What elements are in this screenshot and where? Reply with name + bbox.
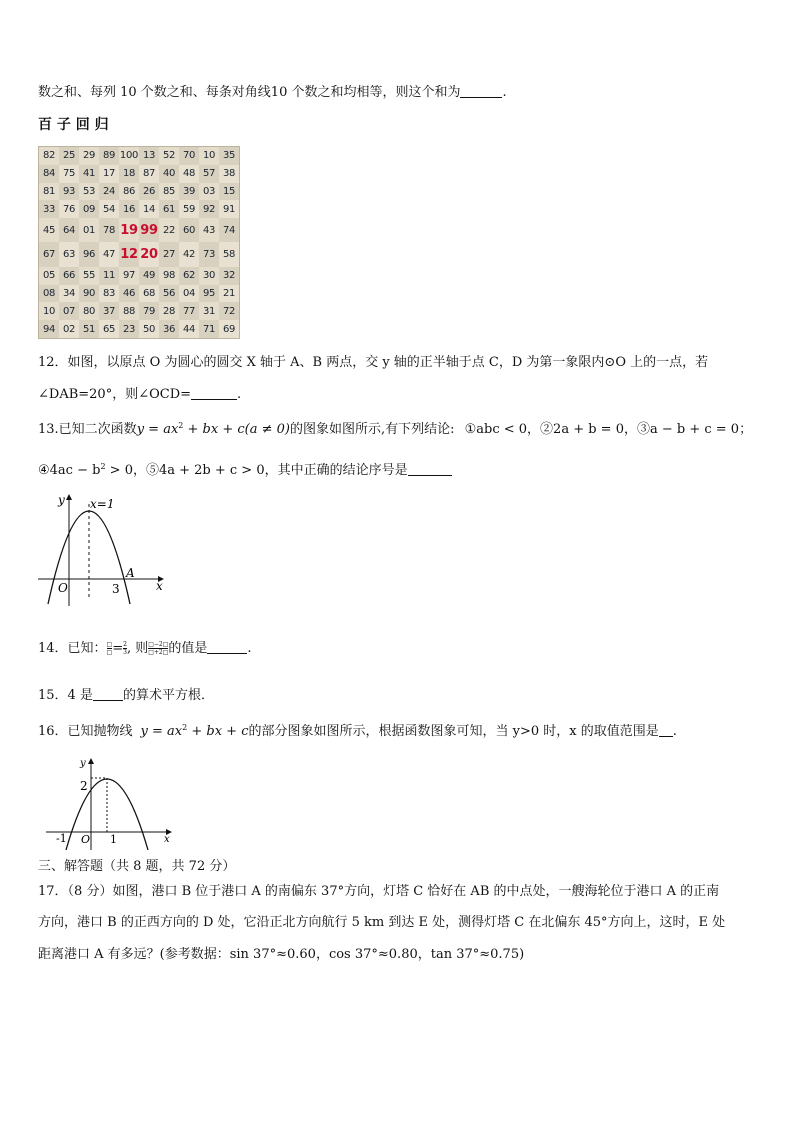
grid-cell: 93 [62,185,76,197]
grid-cell: 62 [182,270,196,282]
q17-line1: 17．（8 分）如图，港口 B 位于港口 A 的南偏东 37°方向，灯塔 C 恰好在 AB 的中点处，一艘海轮位于港口 A 的正南 [38,884,720,899]
grid-cell: 74 [222,224,236,236]
q11-end: . [502,85,507,100]
grid-cell: 03 [199,183,219,201]
grid-cell: 89 [102,150,116,162]
grid-cell: 22 [159,218,179,242]
grid-cell: 76 [59,200,79,218]
grid-cell: 95 [202,287,216,299]
grid-cell: 86 [119,183,139,201]
grid-cell: 98 [159,267,179,285]
q16-y-arrow [88,758,94,764]
q15-line [38,687,214,705]
grid-cell: 71 [202,323,216,335]
q13-axis-label: x=1 [90,497,115,511]
grid-cell: 43 [199,218,219,242]
grid-cell: 49 [142,270,156,282]
q14-end: . [247,641,252,656]
grid-cell: 39 [182,185,196,197]
q14-frac3: $\frac{□-2□}{□+2□}$ [148,641,169,656]
q11-answer-blank[interactable] [460,84,502,98]
grid-cell: 27 [162,249,176,261]
grid-cell: 16 [122,203,136,215]
grid-cell: 94 [42,323,56,335]
grid-cell: 58 [219,242,239,266]
q16-parabola-graph [40,754,178,852]
q16-pre: 16．已知抛物线 [38,724,133,739]
q12-answer-blank[interactable] [191,386,237,400]
grid-cell: 78 [102,224,116,236]
grid-cell: 79 [142,305,156,317]
q13-origin-label: O [58,581,68,595]
q14-frac1: $\frac{□}{□}$ [106,641,113,656]
grid-cell: 70 [182,150,196,162]
grid-cell: 53 [79,183,99,201]
q13-y-label: y [58,493,65,507]
grid-cell: 64 [62,224,76,236]
grid-cell: 100 [119,147,139,165]
grid-cell: 72 [222,305,236,317]
grid-cell: 18 [122,168,136,180]
grid-row [39,218,239,242]
grid-cell: 63 [59,242,79,266]
q13-parabola-graph [36,490,170,608]
grid-cell: 31 [199,302,219,320]
q13-y-arrow [66,494,72,500]
q13-pre: 13.已知二次函数 [38,422,137,437]
grid-cell: 07 [62,305,76,317]
q16-post: 的部分图象如图所示，根据函数图象可知，当 y>0 时，x 的取值范围是 [248,724,659,739]
grid-cell: 66 [62,270,76,282]
grid-cell: 15 [222,185,236,197]
grid-cell: 23 [122,323,136,335]
grid-row [39,267,239,285]
q16-fn: y = ax [140,724,183,739]
grid-cell: 85 [159,183,179,201]
q16-fn2: + bx + c [187,724,249,739]
number-grid-table [39,147,239,338]
grid-cell: 57 [202,168,216,180]
grid-cell: 40 [162,168,176,180]
q13-three-label: 3 [112,582,120,596]
q13-fn-a: y = ax [136,422,179,437]
grid-cell: 30 [199,267,219,285]
q13-c3: ③a − b + c = 0； [636,422,753,437]
grid-cell: 99 [140,222,158,238]
grid-row [39,242,239,266]
q14-eq: = [112,641,124,656]
q13-cond: (a ≠ 0) [244,422,290,437]
q13-c4b: > 0， [105,463,146,478]
grid-cell: 37 [102,305,116,317]
grid-cell: 14 [139,200,159,218]
q15-answer-blank[interactable] [93,687,123,701]
grid-cell: 36 [162,323,176,335]
q16-origin-label: O [81,833,91,846]
q16-end: . [672,724,677,739]
grid-cell: 59 [179,200,199,218]
grid-cell: 88 [119,302,139,320]
grid-cell: 42 [179,242,199,266]
grid-cell: 29 [79,147,99,165]
grid-cell: 32 [222,270,236,282]
q11-text: 数之和、每列 10 个数之和、每条对角线10 个数之和均相等，则这个和为 [38,85,461,100]
q12-end: . [237,387,242,402]
grid-cell: 19 [119,218,139,242]
grid-cell: 73 [202,249,216,261]
grid-cell: 13 [142,150,156,162]
grid-cell: 87 [139,165,159,183]
grid-cell: 47 [99,242,119,266]
q16-neg1-label: -1 [56,832,67,845]
grid-cell: 51 [82,323,96,335]
q13-c1: ①abc < 0， [464,422,541,437]
grid-cell: 46 [122,287,136,299]
q12-line2-wrap [38,386,241,404]
q13-c5: ⑤4a + 2b + c > 0，其中正确的结论序号是 [145,463,408,478]
q13-line1: 13.已知二次函数$y = ax^2$ + bx + c(a ≠ 0)的图象如图所示,有下列结论: ①abc < 0，②2a + b = 0，③a − b + c = 0； [38,421,753,437]
grid-cell: 11 [102,270,116,282]
q16-line: 16．已知抛物线 $y = ax^2$ + bx + c的部分图象如图所示，根据函数图象可知，当 y>0 时，x 的取值范围是 . [38,723,677,739]
q13-fn-b: + bx + c [183,422,245,437]
grid-cell: 38 [219,165,239,183]
grid-cell: 17 [99,165,119,183]
q14-answer-blank[interactable] [207,640,247,654]
q14-post: 的值是 [168,641,208,656]
grid-row [39,200,239,218]
grid-cell: 26 [142,185,156,197]
q14-mid: , 则 [126,641,149,656]
q13-x-label: x [156,579,163,593]
grid-cell: 48 [179,165,199,183]
q13-c4a: ④4ac − b [38,463,101,478]
grid-cell: 44 [179,320,199,338]
grid-cell: 67 [42,249,56,261]
grid-cell: 33 [42,203,56,215]
grid-row [39,183,239,201]
q13-c2: ②2a + b = 0， [540,422,637,437]
q16-y-label: y [80,758,86,769]
grid-cell: 52 [159,147,179,165]
grid-cell: 08 [42,287,56,299]
grid-row [39,320,239,338]
q13-point-a-label: A [126,566,135,580]
q13-line2: ④4ac − $b^2 > 0$，⑤4a + 2b + c > 0，其中正确的结论序号是 [38,462,452,480]
grid-row [39,285,239,303]
grid-cell: 34 [59,285,79,303]
q12-line2: ∠DAB=20°，则∠OCD= [38,387,192,402]
grid-cell: 35 [222,150,236,162]
q15-post: 的算术平方根． [122,688,214,703]
grid-cell: 05 [39,267,59,285]
grid-cell: 75 [59,165,79,183]
grid-cell: 82 [39,147,59,165]
grid-cell: 41 [82,168,96,180]
q16-x-label: x [164,834,170,845]
grid-cell: 80 [79,302,99,320]
grid-cell: 04 [179,285,199,303]
grid-cell: 25 [62,150,76,162]
grid-cell: 96 [82,249,96,261]
grid-cell: 90 [82,287,96,299]
grid-cell: 01 [79,218,99,242]
q17-line3: 距离港口 A 有多远？(参考数据：sin 37°≈0.60，cos 37°≈0.80，tan 37°≈0.75) [38,947,525,962]
q11-caption: 百 子 回 归 [38,117,109,133]
grid-cell: 61 [162,203,176,215]
q13-mid: 的图象如图所示,有下列结论: [289,422,455,437]
grid-cell: 83 [99,285,119,303]
grid-cell: 55 [79,267,99,285]
grid-cell: 69 [219,320,239,338]
q16-two-label: 2 [80,779,88,793]
grid-cell: 50 [139,320,159,338]
grid-cell: 65 [99,320,119,338]
q15-pre: 15．4 是 [38,688,93,703]
grid-cell: 09 [82,203,96,215]
q12-line1: 12．如图，以原点 O 为圆心的圆交 X 轴于 A、B 两点，交 y 轴的正半轴于点 C，D 为第一象限内⊙O 上的一点，若 [38,355,709,370]
grid-cell: 10 [39,302,59,320]
grid-cell: 91 [219,200,239,218]
grid-cell: 92 [202,203,216,215]
q14-pre: 14．已知： [38,641,107,656]
hundred-number-grid-image [38,146,240,339]
grid-cell: 45 [39,218,59,242]
grid-cell: 54 [99,200,119,218]
grid-cell: 24 [102,185,116,197]
q16-answer-blank[interactable] [659,723,673,737]
grid-row [39,147,239,165]
section3-title: 三、解答题（共 8 题，共 72 分） [38,859,236,874]
grid-cell: 77 [182,305,196,317]
q11-text-line [38,84,507,102]
q14-line [38,640,252,658]
grid-cell: 21 [219,285,239,303]
grid-cell: 84 [42,168,56,180]
grid-row [39,302,239,320]
grid-cell: 12 [120,247,138,263]
grid-row [39,165,239,183]
grid-cell: 10 [199,147,219,165]
grid-cell: 81 [39,183,59,201]
q17-line2: 方向，港口 B 的正西方向的 D 处，它沿正北方向航行 5 km 到达 E 处，测得灯塔 C 在北偏东 45°方向上，这时，E 处 [38,915,726,930]
q13-answer-blank[interactable] [408,462,452,476]
grid-cell: 56 [162,287,176,299]
q16-one-label: 1 [110,833,117,846]
grid-cell: 97 [119,267,139,285]
q14-frac2: $\frac{2}{3}$ [123,641,127,656]
grid-cell: 20 [139,242,159,266]
grid-cell: 68 [139,285,159,303]
grid-cell: 60 [182,224,196,236]
grid-cell: 02 [59,320,79,338]
grid-cell: 28 [159,302,179,320]
